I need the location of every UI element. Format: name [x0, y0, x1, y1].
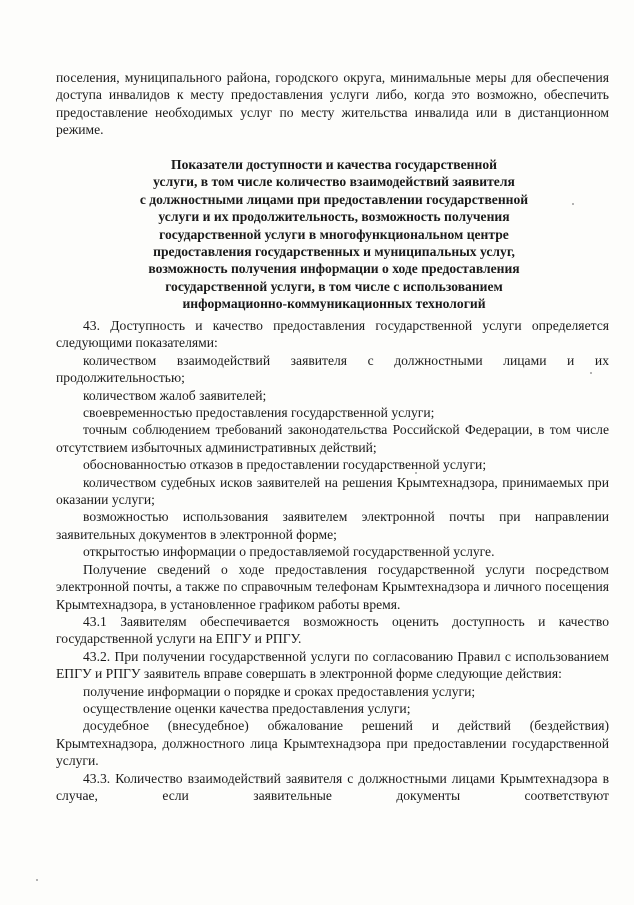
heading-line: государственной услуги, в том числе с использованием [165, 278, 503, 294]
scan-speck [36, 879, 38, 881]
list-item: своевременностью предоставления государственной услуги; [83, 405, 435, 421]
heading-line: услуги, в том числе количество взаимодействий заявителя [153, 174, 515, 190]
list-item: точным соблюдением требований законодательства Российской Федерации, в том числе отсутствием избыточных административных действий; [56, 422, 609, 455]
list-item: возможностью использования заявителем электронной почты при направлении заявительных документов в электронной форме; [56, 509, 609, 542]
heading-line: государственной услуги в многофункциональном центре [159, 226, 509, 242]
section-heading [95, 156, 573, 313]
paragraph-43-2: 43.2. При получении государственной услуги по согласованию Правил с использованием ЕПГУ и РПГУ заявитель вправе совершать в электронной форме следующие действия: [56, 648, 609, 682]
scan-speck [415, 472, 417, 474]
heading-line: предоставления государственных и муниципальных услуг, [153, 244, 515, 260]
paragraph-43: 43. Доступность и качество предоставления государственной услуги определяется следующими показателями: [56, 318, 609, 351]
paragraph-43-3: 43.3. Количество взаимодействий заявителя с должностными лицами Крымтехнадзора в случае, если заявительные документы соответствуют [56, 770, 609, 803]
scan-speck [572, 203, 574, 205]
heading-line: Показатели доступности и качества государственной [171, 157, 497, 172]
intro-paragraph: поселения, муниципального района, городского округа, минимальные меры для обеспечения доступа инвалидов к месту предоставления услуги либо, когда это возможно, обеспечить предоставление необходимых услуг по месту жительства инвалида или в дистанционном режиме. [56, 70, 609, 138]
scan-speck [590, 372, 592, 374]
list-item: досудебное (внесудебное) обжалование решений и действий (бездействия) Крымтехнадзора, должностного лица Крымтехнадзора при предоставлении государственной услуги. [56, 718, 609, 769]
heading-line: с должностными лицами при предоставлении государственной [139, 191, 529, 207]
list-item: количеством судебных исков заявителей на решения Крымтехнадзора, принимаемых при оказании услуги; [56, 474, 609, 508]
list-item: открытостью информации о предоставляемой государственной услуге. [83, 544, 495, 560]
paragraph-43-1: 43.1 Заявителям обеспечивается возможность оценить доступность и качество государственной услуги на ЕПГУ и РПГУ. [56, 613, 609, 647]
list-item: осуществление оценки качества предоставления услуги; [83, 700, 411, 716]
list-item: обоснованностью отказов в предоставлении государственной услуги; [83, 457, 487, 473]
list-item: получение информации о порядке и сроках предоставления услуги; [83, 683, 476, 699]
heading-line: услуги и их продолжительность, возможность получения [158, 209, 510, 225]
list-item: количеством жалоб заявителей; [83, 387, 267, 403]
paragraph-info: Получение сведений о ходе предоставления государственной услуги посредством электронной почты, а также по справочным телефонам Крымтехнадзора и личного посещения Крымтехнадзора, в установленное графиком работы время. [56, 561, 609, 612]
heading-line: возможность получения информации о ходе предоставления [148, 261, 520, 277]
heading-line: информационно-коммуникационных технологий [182, 296, 486, 312]
list-item: количеством взаимодействий заявителя с должностными лицами и их продолжительностью; [56, 352, 609, 386]
body-section [56, 317, 609, 804]
